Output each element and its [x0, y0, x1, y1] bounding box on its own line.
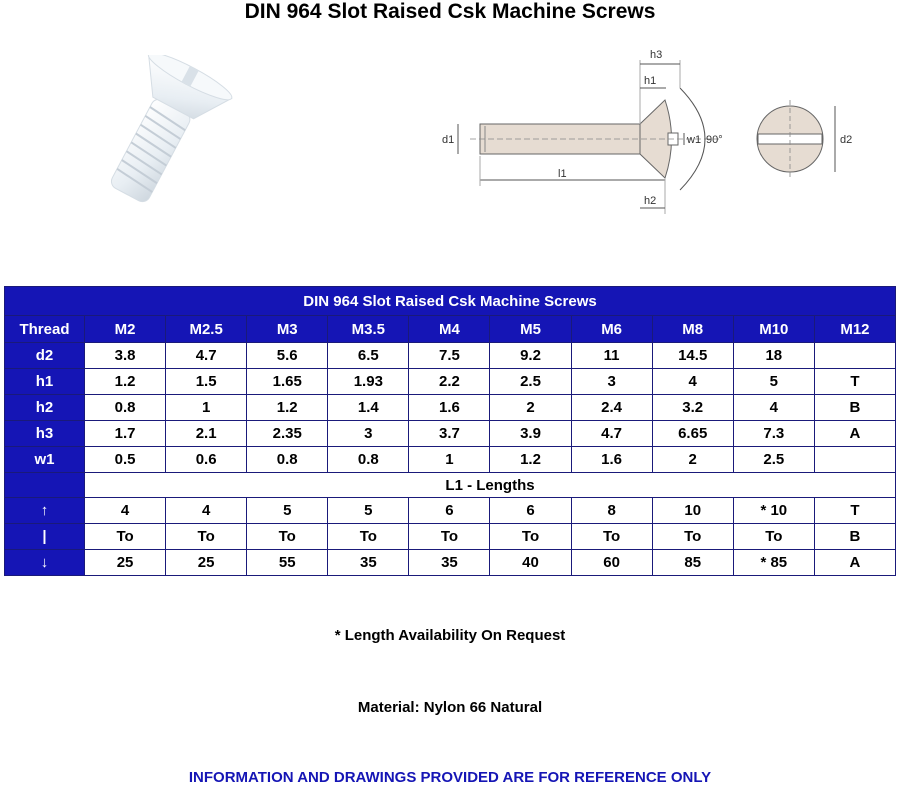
- table-cell: 4: [652, 369, 733, 395]
- arrow-line-icon: |: [5, 524, 85, 550]
- size-header: M12: [814, 316, 895, 343]
- table-cell: 2.1: [166, 421, 247, 447]
- length-from: 5: [247, 498, 328, 524]
- size-header: M4: [409, 316, 490, 343]
- svg-text:90°: 90°: [706, 134, 723, 146]
- size-header: M3: [247, 316, 328, 343]
- svg-text:h1: h1: [644, 75, 657, 87]
- table-cell: 2.35: [247, 421, 328, 447]
- table-cell: 14.5: [652, 343, 733, 369]
- table-cell: B: [814, 395, 895, 421]
- lengths-from-row: [5, 498, 896, 524]
- page-title: DIN 964 Slot Raised Csk Machine Screws: [244, 0, 656, 23]
- length-to: To: [85, 524, 166, 550]
- table-row: [5, 343, 896, 369]
- size-header: M2: [85, 316, 166, 343]
- lengths-max-row: [5, 550, 896, 576]
- table-cell: 3.9: [490, 421, 571, 447]
- length-max: A: [814, 550, 895, 576]
- length-from: 8: [571, 498, 652, 524]
- table-cell: 1.5: [166, 369, 247, 395]
- table-row: [5, 421, 896, 447]
- availability-note: * Length Availability On Request: [334, 627, 566, 644]
- table-cell: 1.2: [247, 395, 328, 421]
- spec-table: [4, 286, 896, 576]
- material-note: Material: Nylon 66 Natural: [357, 699, 543, 716]
- lengths-header: L1 - Lengths: [85, 473, 896, 498]
- size-header: M2.5: [166, 316, 247, 343]
- table-cell: 1.6: [571, 447, 652, 473]
- table-row: [5, 369, 896, 395]
- length-from: 4: [166, 498, 247, 524]
- length-from: 4: [85, 498, 166, 524]
- length-max: 25: [85, 550, 166, 576]
- row-label: h2: [5, 395, 85, 421]
- length-max: 40: [490, 550, 571, 576]
- arrow-down-icon: ↓: [5, 550, 85, 576]
- length-to: To: [166, 524, 247, 550]
- length-max: 25: [166, 550, 247, 576]
- length-to: To: [652, 524, 733, 550]
- svg-text:d2: d2: [840, 134, 853, 146]
- screw-technical-drawing: [430, 40, 870, 220]
- length-max: 85: [652, 550, 733, 576]
- length-to: To: [733, 524, 814, 550]
- table-cell: 6.5: [328, 343, 409, 369]
- table-cell: 2: [652, 447, 733, 473]
- length-to: To: [247, 524, 328, 550]
- table-cell: 5: [733, 369, 814, 395]
- table-cell: 3.2: [652, 395, 733, 421]
- length-max: 35: [409, 550, 490, 576]
- size-header-row: [5, 316, 896, 343]
- table-cell: 1.6: [409, 395, 490, 421]
- row-label: d2: [5, 343, 85, 369]
- thread-label: Thread: [5, 316, 85, 343]
- length-from: 10: [652, 498, 733, 524]
- table-cell: 3.8: [85, 343, 166, 369]
- table-cell: 7.5: [409, 343, 490, 369]
- table-cell: 2: [490, 395, 571, 421]
- table-title: DIN 964 Slot Raised Csk Machine Screws: [5, 287, 896, 316]
- table-row: [5, 395, 896, 421]
- length-max: 35: [328, 550, 409, 576]
- table-cell: 4: [733, 395, 814, 421]
- table-cell: 2.5: [733, 447, 814, 473]
- table-cell: [814, 343, 895, 369]
- table-cell: 6.65: [652, 421, 733, 447]
- table-cell: 0.6: [166, 447, 247, 473]
- length-to: To: [490, 524, 571, 550]
- table-cell: 1: [409, 447, 490, 473]
- length-to: To: [571, 524, 652, 550]
- table-cell: 7.3: [733, 421, 814, 447]
- svg-text:h2: h2: [644, 195, 657, 207]
- table-cell: 4.7: [571, 421, 652, 447]
- table-cell: 5.6: [247, 343, 328, 369]
- table-cell: 1.93: [328, 369, 409, 395]
- length-to: To: [409, 524, 490, 550]
- size-header: M3.5: [328, 316, 409, 343]
- length-max: 55: [247, 550, 328, 576]
- table-cell: 1.4: [328, 395, 409, 421]
- length-max: * 85: [733, 550, 814, 576]
- table-cell: 18: [733, 343, 814, 369]
- size-header: M10: [733, 316, 814, 343]
- length-to: To: [328, 524, 409, 550]
- size-header: M8: [652, 316, 733, 343]
- table-row: [5, 447, 896, 473]
- table-cell: 9.2: [490, 343, 571, 369]
- length-max: 60: [571, 550, 652, 576]
- svg-text:l1: l1: [558, 168, 567, 180]
- lengths-to-row: [5, 524, 896, 550]
- table-cell: [814, 447, 895, 473]
- table-cell: 3.7: [409, 421, 490, 447]
- length-from: 6: [409, 498, 490, 524]
- table-cell: 11: [571, 343, 652, 369]
- table-cell: 2.4: [571, 395, 652, 421]
- length-from: T: [814, 498, 895, 524]
- lengths-header-row: [5, 473, 896, 498]
- length-to: B: [814, 524, 895, 550]
- arrow-up-icon: ↑: [5, 498, 85, 524]
- table-cell: 0.8: [85, 395, 166, 421]
- size-header: M6: [571, 316, 652, 343]
- svg-text:d1: d1: [442, 134, 455, 146]
- size-header: M5: [490, 316, 571, 343]
- table-cell: T: [814, 369, 895, 395]
- svg-text:w1: w1: [687, 134, 702, 146]
- table-cell: 3: [571, 369, 652, 395]
- table-cell: 2.5: [490, 369, 571, 395]
- table-cell: 1.2: [490, 447, 571, 473]
- length-from: 6: [490, 498, 571, 524]
- disclaimer-note: INFORMATION AND DRAWINGS PROVIDED ARE FOR REFERENCE ONLY: [188, 769, 712, 786]
- table-cell: A: [814, 421, 895, 447]
- length-from: 5: [328, 498, 409, 524]
- table-cell: 1.7: [85, 421, 166, 447]
- table-cell: 0.8: [328, 447, 409, 473]
- table-cell: 1: [166, 395, 247, 421]
- lengths-header-spacer: [5, 473, 85, 498]
- table-cell: 0.5: [85, 447, 166, 473]
- length-from: * 10: [733, 498, 814, 524]
- row-label: w1: [5, 447, 85, 473]
- table-cell: 1.2: [85, 369, 166, 395]
- table-cell: 1.65: [247, 369, 328, 395]
- table-cell: 4.7: [166, 343, 247, 369]
- table-cell: 2.2: [409, 369, 490, 395]
- table-cell: 3: [328, 421, 409, 447]
- screw-photo: [70, 55, 240, 215]
- row-label: h1: [5, 369, 85, 395]
- row-label: h3: [5, 421, 85, 447]
- svg-text:h3: h3: [650, 49, 663, 61]
- table-cell: 0.8: [247, 447, 328, 473]
